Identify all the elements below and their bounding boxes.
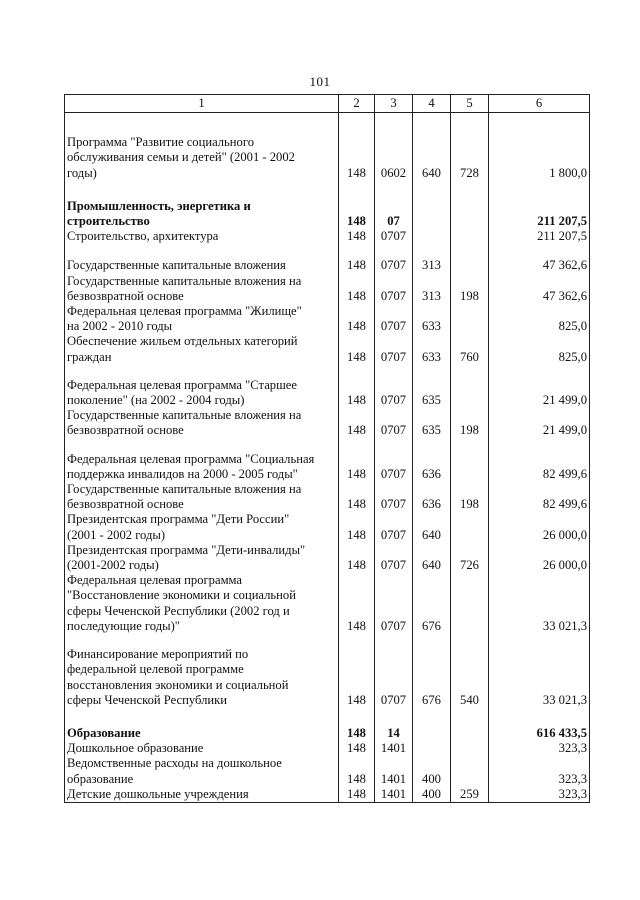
target-article-code: 676 [413, 573, 451, 634]
row-name-line: Дошкольное образование [67, 741, 204, 756]
amount-value: 1 800,0 [489, 113, 590, 181]
target-article-code: 676 [413, 634, 451, 708]
table-row [65, 573, 590, 634]
table-row [65, 274, 590, 304]
chapter-code: 148 [339, 787, 375, 803]
section-code: 0707 [375, 229, 413, 244]
amount-value: 825,0 [489, 304, 590, 334]
section-code: 1401 [375, 756, 413, 786]
table-row [65, 229, 590, 244]
row-name-line: поколение" (на 2002 - 2004 годы) [67, 393, 245, 408]
header-col-1: 1 [65, 95, 339, 113]
row-name-line: (2001 - 2002 годы) [67, 527, 166, 542]
expense-type-code: 198 [451, 274, 489, 304]
chapter-code: 148 [339, 304, 375, 334]
amount-value: 21 499,0 [489, 408, 590, 438]
table-row [65, 787, 590, 803]
row-name [65, 787, 339, 803]
row-name [65, 543, 339, 573]
section-code: 0707 [375, 439, 413, 482]
section-code: 14 [375, 708, 413, 741]
amount-value: 323,3 [489, 787, 590, 803]
amount-value: 82 499,6 [489, 482, 590, 512]
section-code: 0707 [375, 244, 413, 273]
section-code: 0707 [375, 512, 413, 542]
row-name [65, 708, 339, 741]
target-article-code [413, 708, 451, 741]
expense-type-code [451, 573, 489, 634]
chapter-code: 148 [339, 756, 375, 786]
row-name-line: Федеральная целевая программа "Старшее [67, 377, 297, 392]
row-name-line: строительство [67, 214, 150, 229]
target-article-code: 400 [413, 787, 451, 803]
header-col-2: 2 [339, 95, 375, 113]
chapter-code: 148 [339, 181, 375, 229]
chapter-code: 148 [339, 244, 375, 273]
amount-value: 82 499,6 [489, 439, 590, 482]
section-row [65, 181, 590, 229]
table-row [65, 365, 590, 408]
row-name [65, 304, 339, 334]
chapter-code: 148 [339, 482, 375, 512]
chapter-code: 148 [339, 634, 375, 708]
row-name-line: Президентская программа "Дети России" [67, 512, 290, 527]
row-name-line: последующие годы)" [67, 618, 180, 633]
row-name-line: Федеральная целевая программа "Жилище" [67, 304, 302, 319]
section-code: 0707 [375, 274, 413, 304]
page-number: 101 [309, 74, 331, 89]
row-name-line: Строительство, архитектура [67, 229, 219, 244]
amount-value: 33 021,3 [489, 634, 590, 708]
header-col-6: 6 [489, 95, 590, 113]
header-col-4: 4 [413, 95, 451, 113]
row-name-line: Государственные капитальные вложения [67, 258, 286, 273]
row-name-line: безвозвратной основе [67, 288, 184, 303]
chapter-code: 148 [339, 274, 375, 304]
header-col-3: 3 [375, 95, 413, 113]
table-row [65, 113, 590, 181]
table-row [65, 408, 590, 438]
section-code: 0707 [375, 304, 413, 334]
target-article-code: 635 [413, 408, 451, 438]
target-article-code: 400 [413, 756, 451, 786]
expense-type-code: 728 [451, 113, 489, 181]
amount-value: 33 021,3 [489, 573, 590, 634]
row-name-line: на 2002 - 2010 годы [67, 319, 173, 334]
row-name [65, 439, 339, 482]
row-name [65, 181, 339, 229]
target-article-code: 635 [413, 365, 451, 408]
expense-type-code: 726 [451, 543, 489, 573]
chapter-code: 148 [339, 741, 375, 756]
section-code: 0602 [375, 113, 413, 181]
row-name-line: обслуживания семьи и детей" (2001 - 2002 [67, 150, 295, 165]
section-code: 0707 [375, 634, 413, 708]
row-name [65, 741, 339, 756]
section-code: 0707 [375, 482, 413, 512]
expense-type-code: 198 [451, 482, 489, 512]
header-col-5: 5 [451, 95, 489, 113]
row-name-line: годы) [67, 165, 97, 180]
row-name-line: Программа "Развитие социального [67, 135, 254, 150]
chapter-code: 148 [339, 365, 375, 408]
row-name-line: федеральной целевой программе [67, 662, 244, 677]
row-name [65, 573, 339, 634]
row-name-line: Государственные капитальные вложения на [67, 273, 302, 288]
expense-type-code: 540 [451, 634, 489, 708]
row-name-line: Финансирование мероприятий по [67, 647, 249, 662]
expense-type-code: 760 [451, 334, 489, 364]
row-name-line: восстановления экономики и социальной [67, 677, 289, 692]
row-name [65, 113, 339, 181]
expense-type-code [451, 181, 489, 229]
row-name-line: безвозвратной основе [67, 423, 184, 438]
expense-type-code [451, 512, 489, 542]
table-row [65, 304, 590, 334]
section-code: 0707 [375, 408, 413, 438]
header-row [65, 95, 590, 113]
chapter-code: 148 [339, 708, 375, 741]
row-name-line: Государственные капитальные вложения на [67, 408, 302, 423]
expense-type-code [451, 229, 489, 244]
expense-type-code: 198 [451, 408, 489, 438]
row-name-line: Промышленность, энергетика и [67, 198, 251, 213]
target-article-code: 636 [413, 439, 451, 482]
row-name-line: "Восстановление экономики и социальной [67, 588, 296, 603]
target-article-code: 640 [413, 113, 451, 181]
target-article-code: 633 [413, 334, 451, 364]
row-name [65, 334, 339, 364]
row-name-line: Государственные капитальные вложения на [67, 482, 302, 497]
target-article-code: 640 [413, 543, 451, 573]
amount-value: 26 000,0 [489, 543, 590, 573]
expense-type-code [451, 756, 489, 786]
target-article-code [413, 741, 451, 756]
expense-type-code [451, 365, 489, 408]
row-name [65, 244, 339, 273]
chapter-code: 148 [339, 408, 375, 438]
row-name-line: сферы Чеченской Республики [67, 692, 227, 707]
amount-value: 211 207,5 [489, 181, 590, 229]
row-name-line: Обеспечение жильем отдельных категорий [67, 334, 298, 349]
table-row [65, 439, 590, 482]
amount-value: 323,3 [489, 741, 590, 756]
row-name-line: Образование [67, 725, 141, 740]
table-row [65, 512, 590, 542]
expense-type-code [451, 304, 489, 334]
chapter-code: 148 [339, 543, 375, 573]
row-name-line: Федеральная целевая программа [67, 573, 243, 588]
expense-type-code [451, 741, 489, 756]
section-code: 0707 [375, 365, 413, 408]
chapter-code: 148 [339, 229, 375, 244]
chapter-code: 148 [339, 334, 375, 364]
row-name [65, 229, 339, 244]
row-name [65, 365, 339, 408]
row-name [65, 634, 339, 708]
row-name [65, 756, 339, 786]
amount-value: 21 499,0 [489, 365, 590, 408]
row-name [65, 274, 339, 304]
amount-value: 211 207,5 [489, 229, 590, 244]
row-name-line: сферы Чеченской Республики (2002 год и [67, 603, 290, 618]
budget-table [64, 94, 590, 803]
section-code: 1401 [375, 787, 413, 803]
row-name [65, 512, 339, 542]
chapter-code: 148 [339, 439, 375, 482]
row-name-line: образование [67, 771, 134, 786]
target-article-code: 313 [413, 274, 451, 304]
target-article-code: 636 [413, 482, 451, 512]
amount-value: 47 362,6 [489, 244, 590, 273]
section-row [65, 708, 590, 741]
expense-type-code [451, 439, 489, 482]
chapter-code: 148 [339, 512, 375, 542]
table-row [65, 756, 590, 786]
section-code: 07 [375, 181, 413, 229]
expense-type-code [451, 244, 489, 273]
amount-value: 616 433,5 [489, 708, 590, 741]
section-code: 0707 [375, 573, 413, 634]
row-name-line: Федеральная целевая программа "Социальная [67, 451, 315, 466]
section-code: 0707 [375, 334, 413, 364]
amount-value: 825,0 [489, 334, 590, 364]
row-name-line: граждан [67, 349, 112, 364]
target-article-code [413, 181, 451, 229]
row-name-line: Ведомственные расходы на дошкольное [67, 756, 282, 771]
row-name-line: (2001-2002 годы) [67, 558, 159, 573]
amount-value: 323,3 [489, 756, 590, 786]
target-article-code: 640 [413, 512, 451, 542]
table-row [65, 244, 590, 273]
row-name-line: Президентская программа "Дети-инвалиды" [67, 542, 306, 557]
row-name [65, 482, 339, 512]
row-name-line: безвозвратной основе [67, 497, 184, 512]
table-row [65, 634, 590, 708]
row-name-line: Детские дошкольные учреждения [67, 786, 249, 801]
amount-value: 26 000,0 [489, 512, 590, 542]
row-name-line: поддержка инвалидов на 2000 - 2005 годы" [67, 466, 298, 481]
target-article-code: 313 [413, 244, 451, 273]
table-row [65, 334, 590, 364]
amount-value: 47 362,6 [489, 274, 590, 304]
row-name [65, 408, 339, 438]
expense-type-code: 259 [451, 787, 489, 803]
section-code: 0707 [375, 543, 413, 573]
chapter-code: 148 [339, 573, 375, 634]
target-article-code: 633 [413, 304, 451, 334]
expense-type-code [451, 708, 489, 741]
table-row [65, 482, 590, 512]
target-article-code [413, 229, 451, 244]
table-row [65, 543, 590, 573]
section-code: 1401 [375, 741, 413, 756]
chapter-code: 148 [339, 113, 375, 181]
table-row [65, 741, 590, 756]
